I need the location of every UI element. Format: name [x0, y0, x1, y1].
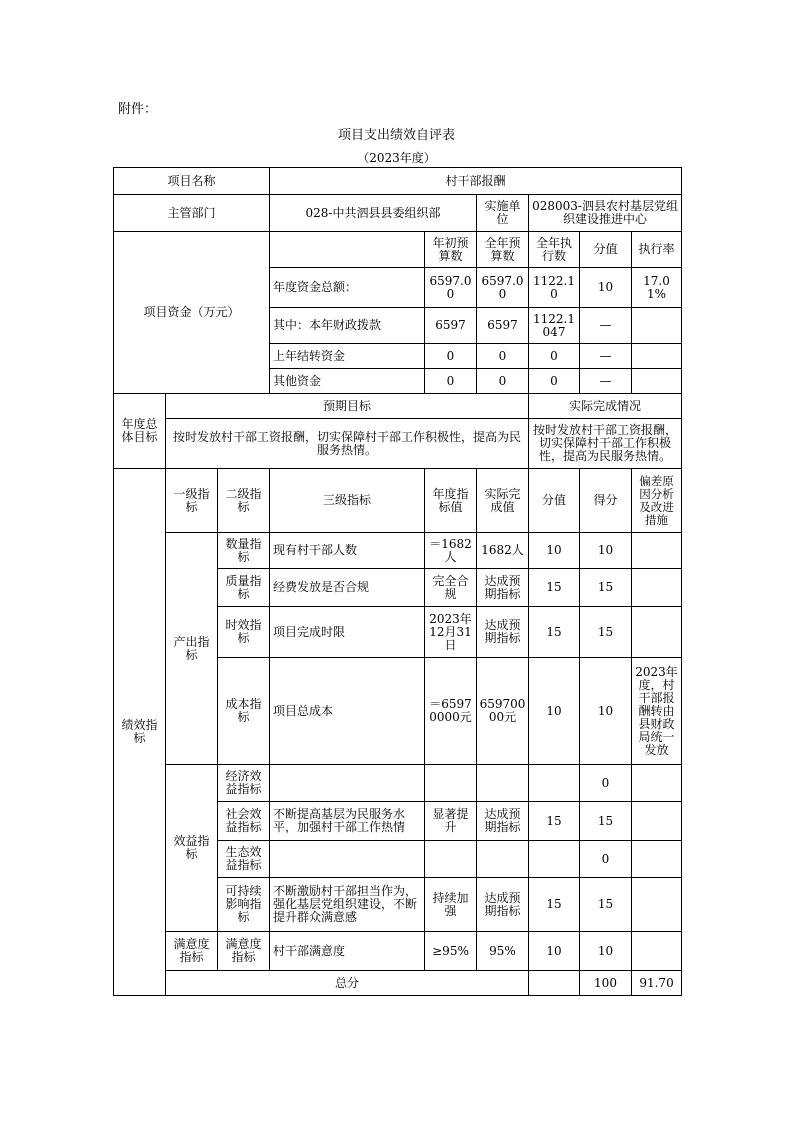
indicator-note: [632, 878, 682, 932]
indicator-note: [632, 841, 682, 878]
indicator-l3: 村干部满意度: [270, 932, 425, 971]
indicator-target: 持续加强: [425, 878, 477, 932]
page-title: 项目支出绩效自评表: [337, 128, 455, 143]
indicator-note: [632, 765, 682, 802]
indicator-actual: [477, 765, 529, 802]
indicator-actual: 1682人: [477, 533, 529, 569]
indicator-score: 15: [529, 878, 580, 932]
indicator-score: 10: [529, 533, 580, 569]
indicator-got: 15: [580, 607, 632, 658]
funds-label: 项目资金（万元）: [114, 232, 270, 394]
indicator-note: [632, 932, 682, 971]
indicator-l2: 可持续影响指标: [218, 878, 270, 932]
funds-row-name: 上年结转资金: [270, 344, 425, 369]
dept-value: 028-中共泗县县委组织部: [270, 195, 477, 232]
indicator-header: 得分: [580, 469, 632, 533]
indicator-actual: 达成预期指标: [477, 607, 529, 658]
funds-cell: 6597.00: [477, 268, 529, 308]
total-score: 100: [580, 971, 632, 996]
indicator-header: 分值: [529, 469, 580, 533]
indicator-score: [529, 841, 580, 878]
satisfaction-indicator-label: 满意度指标: [166, 932, 218, 971]
actual-goal-text: 按时发放村干部工资报酬，切实保障村干部工作积极性，提高为民服务热情。: [529, 419, 682, 469]
funds-cell: 0: [529, 344, 580, 369]
indicator-target: ＝65970000元: [425, 658, 477, 765]
indicator-l2: 质量指标: [218, 569, 270, 607]
indicator-actual: 达成预期指标: [477, 569, 529, 607]
indicator-l2: 社会效益指标: [218, 802, 270, 841]
unit-value: 028003-泗县农村基层党组织建设推进中心: [529, 195, 682, 232]
indicator-score: 15: [529, 569, 580, 607]
project-name-label: 项目名称: [114, 168, 270, 195]
funds-header: 全年预算数: [477, 232, 529, 268]
indicator-header: 二级指标: [218, 469, 270, 533]
funds-cell: —: [580, 344, 632, 369]
indicator-actual: 95%: [477, 932, 529, 971]
unit-label: 实施单位: [477, 195, 529, 232]
evaluation-table: [113, 167, 682, 996]
indicator-got: 0: [580, 765, 632, 802]
indicator-header: 一级指标: [166, 469, 218, 533]
indicator-l3: [270, 765, 425, 802]
funds-header: 年初预算数: [425, 232, 477, 268]
funds-cell: [632, 344, 682, 369]
indicator-score: 15: [529, 607, 580, 658]
project-name-value: 村干部报酬: [270, 168, 682, 195]
funds-row-name: 年度资金总额：: [270, 268, 425, 308]
indicator-l3: 项目总成本: [270, 658, 425, 765]
output-indicator-label: 产出指标: [166, 533, 218, 765]
indicator-actual: [477, 841, 529, 878]
expected-goal-text: 按时发放村干部工资报酬，切实保障村干部工作积极性，提高为民服务热情。: [166, 419, 529, 469]
indicator-l3: 经费发放是否合规: [270, 569, 425, 607]
funds-row-name: 其中：本年财政拨款: [270, 308, 425, 344]
indicator-l2: 生态效益指标: [218, 841, 270, 878]
funds-cell: 0: [529, 369, 580, 394]
indicators-label: 绩效指标: [114, 469, 166, 996]
indicator-header: 偏差原因分析及改进措施: [632, 469, 682, 533]
expected-goal-label: 预期目标: [166, 394, 529, 419]
indicator-l2: 数量指标: [218, 533, 270, 569]
indicator-score: 10: [529, 932, 580, 971]
indicator-actual: 达成预期指标: [477, 878, 529, 932]
indicator-target: [425, 841, 477, 878]
indicator-target: 显著提升: [425, 802, 477, 841]
indicator-header: 实际完成值: [477, 469, 529, 533]
indicator-note: [632, 533, 682, 569]
funds-header: 全年执行数: [529, 232, 580, 268]
indicator-actual: 达成预期指标: [477, 802, 529, 841]
indicator-got: 0: [580, 841, 632, 878]
funds-cell: 6597: [425, 308, 477, 344]
indicator-got: 10: [580, 533, 632, 569]
indicator-note: [632, 569, 682, 607]
total-label: 总分: [166, 971, 529, 996]
benefit-indicator-label: 效益指标: [166, 765, 218, 932]
funds-cell: 10: [580, 268, 632, 308]
attachment-label: 附件：: [118, 102, 158, 117]
indicator-score: [529, 765, 580, 802]
indicator-l2: 时效指标: [218, 607, 270, 658]
indicator-got: 10: [580, 932, 632, 971]
indicator-note: 2023年度，村干部报酬转由县财政局统一发放: [632, 658, 682, 765]
indicator-header: 三级指标: [270, 469, 425, 533]
funds-row-name: 其他资金: [270, 369, 425, 394]
indicator-l3: 不断激励村干部担当作为，强化基层党组织建设，不断提升群众满意感: [270, 878, 425, 932]
funds-cell: 1122.10: [529, 268, 580, 308]
goals-label: 年度总体目标: [114, 394, 166, 469]
funds-cell: 0: [425, 344, 477, 369]
actual-goal-label: 实际完成情况: [529, 394, 682, 419]
funds-cell: —: [580, 369, 632, 394]
dept-label: 主管部门: [114, 195, 270, 232]
indicator-note: [632, 607, 682, 658]
funds-cell: 6597.00: [425, 268, 477, 308]
indicator-got: 10: [580, 658, 632, 765]
indicator-actual: 65970000元: [477, 658, 529, 765]
indicator-target: ≥95%: [425, 932, 477, 971]
year-subtitle: （2023年度）: [357, 151, 436, 165]
funds-header: 分值: [580, 232, 632, 268]
indicator-l3: 不断提高基层为民服务水平，加强村干部工作热情: [270, 802, 425, 841]
indicator-l2: 成本指标: [218, 658, 270, 765]
funds-cell: 6597: [477, 308, 529, 344]
indicator-header: 年度指标值: [425, 469, 477, 533]
indicator-target: [425, 765, 477, 802]
funds-cell: 1122.1047: [529, 308, 580, 344]
indicator-l3: 项目完成时限: [270, 607, 425, 658]
funds-cell: 0: [477, 369, 529, 394]
indicator-got: 15: [580, 878, 632, 932]
funds-cell: 0: [425, 369, 477, 394]
indicator-score: 10: [529, 658, 580, 765]
indicator-note: [632, 802, 682, 841]
funds-cell: [632, 308, 682, 344]
indicator-score: 15: [529, 802, 580, 841]
indicator-l3: 现有村干部人数: [270, 533, 425, 569]
indicator-l2: 满意度指标: [218, 932, 270, 971]
indicator-l2: 经济效益指标: [218, 765, 270, 802]
indicator-l3: [270, 841, 425, 878]
indicator-target: ＝1682人: [425, 533, 477, 569]
total-got: 91.70: [632, 971, 682, 996]
funds-cell: [632, 369, 682, 394]
indicator-got: 15: [580, 569, 632, 607]
indicator-got: 15: [580, 802, 632, 841]
indicator-target: 完全合规: [425, 569, 477, 607]
funds-cell: —: [580, 308, 632, 344]
indicator-target: 2023年12月31日: [425, 607, 477, 658]
funds-cell: 0: [477, 344, 529, 369]
funds-header: 执行率: [632, 232, 682, 268]
funds-cell: 17.01%: [632, 268, 682, 308]
